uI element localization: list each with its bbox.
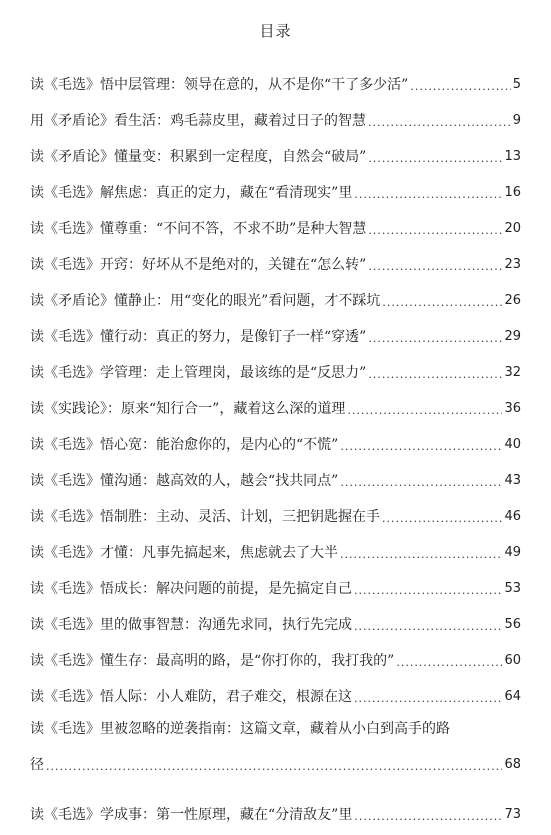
toc-page-number: 56 — [504, 617, 521, 632]
toc-page-number: 53 — [504, 581, 521, 596]
toc-entry[interactable] — [30, 310, 521, 346]
toc-entry[interactable] — [30, 94, 521, 130]
dot-leader — [368, 332, 502, 346]
toc-entry[interactable] — [30, 238, 521, 274]
toc-title: 目录 — [259, 22, 292, 40]
toc-entry[interactable] — [30, 526, 521, 562]
toc-entry-title: 读《矛盾论》懂静止：用“变化的眼光”看问题，才不踩坑 — [30, 293, 381, 309]
toc-page-number: 13 — [504, 149, 521, 164]
toc-page-number: 23 — [504, 257, 521, 272]
dot-leader — [354, 620, 502, 634]
toc-entry-title: 读《毛选》学管理：走上管理岗，最该练的是“反思力” — [30, 365, 367, 381]
dot-leader — [368, 260, 502, 274]
toc-entry[interactable] — [30, 670, 521, 706]
dot-leader — [340, 440, 502, 454]
toc-page-number: 36 — [504, 401, 521, 416]
toc-entry-title: 读《毛选》学成事：第一性原理，藏在“分清敌友”里 — [30, 807, 353, 823]
toc-entry[interactable] — [30, 788, 521, 824]
dot-leader — [368, 224, 502, 238]
toc-entry-title: 读《实践论》：原来“知行合一”，藏着这么深的道理 — [30, 401, 346, 417]
toc-entry[interactable] — [30, 490, 521, 526]
dot-leader — [340, 548, 502, 562]
toc-entry-line2 — [30, 756, 521, 774]
toc-entry-title-line2: 径 — [30, 757, 44, 773]
toc-entry[interactable] — [30, 346, 521, 382]
toc-entry[interactable] — [30, 634, 521, 670]
toc-entry-title: 读《毛选》解焦虑：真正的定力，藏在“看清现实”里 — [30, 185, 353, 201]
toc-page-number: 64 — [504, 689, 521, 704]
dot-leader — [354, 584, 502, 598]
toc-entry-title: 读《毛选》悟心宽：能治愈你的，是内心的“不慌” — [30, 437, 339, 453]
toc-entry-title: 读《毛选》悟人际：小人难防，君子难交，根源在这 — [30, 689, 352, 705]
toc-page-number: 49 — [504, 545, 521, 560]
dot-leader — [368, 116, 511, 130]
toc-entry-title: 读《毛选》里的做事智慧：沟通先求同，执行先完成 — [30, 617, 352, 633]
dot-leader — [46, 760, 502, 774]
toc-page-number: 16 — [504, 185, 521, 200]
toc-entry[interactable] — [30, 202, 521, 238]
toc-page-number: 43 — [504, 473, 521, 488]
toc-entry-title: 读《毛选》才懂：凡事先搞起来，焦虑就去了大半 — [30, 545, 338, 561]
toc-page-number: 5 — [512, 77, 521, 92]
toc-entry-title-line1: 读《毛选》里被忽略的逆袭指南：这篇文章，藏着从小白到高手的路 — [30, 721, 450, 737]
toc-entry[interactable] — [30, 418, 521, 454]
toc-entry-title: 用《矛盾论》看生活：鸡毛蒜皮里，藏着过日子的智慧 — [30, 113, 366, 129]
toc-page-number: 60 — [504, 653, 521, 668]
toc-entry-title: 读《毛选》开窍：好坏从不是绝对的，关键在“怎么转” — [30, 257, 367, 273]
toc-page-number: 68 — [504, 757, 521, 772]
dot-leader — [396, 656, 502, 670]
toc-entry-title: 读《毛选》懂行动：真正的努力，是像钉子一样“穿透” — [30, 329, 367, 345]
toc-entry[interactable] — [30, 382, 521, 418]
dot-leader — [340, 476, 502, 490]
toc-page-number: 20 — [504, 221, 521, 236]
toc-entry[interactable] — [30, 274, 521, 310]
toc-entry-title: 读《毛选》懂尊重：“不问不答，不求不助”是种大智慧 — [30, 221, 367, 237]
toc-entry-title: 读《毛选》悟制胜：主动、灵活、计划，三把钥匙握在手 — [30, 509, 380, 525]
dot-leader — [410, 80, 510, 94]
toc-entry-title: 读《毛选》悟成长：解决问题的前提，是先搞定自己 — [30, 581, 352, 597]
toc-page-number: 9 — [512, 113, 521, 128]
toc-page-number: 29 — [504, 329, 521, 344]
toc-page-number: 26 — [504, 293, 521, 308]
toc-entry[interactable] — [30, 130, 521, 166]
toc-entry-title: 读《毛选》懂生存：最高明的路，是“你打你的，我打我的” — [30, 653, 395, 669]
toc-entry-title: 读《毛选》悟中层管理：领导在意的，从不是你“干了多少活” — [30, 77, 409, 93]
dot-leader — [354, 188, 502, 202]
toc-page-number: 40 — [504, 437, 521, 452]
dot-leader — [382, 296, 502, 310]
toc-page-number: 46 — [504, 509, 521, 524]
toc-entry-title: 读《毛选》懂沟通：越高效的人，越会“找共同点” — [30, 473, 339, 489]
toc-entry-wrapped[interactable] — [30, 706, 521, 788]
dot-leader — [354, 692, 502, 706]
toc-entry[interactable] — [30, 598, 521, 634]
dot-leader — [368, 152, 502, 166]
dot-leader — [368, 368, 502, 382]
toc-entry[interactable] — [30, 454, 521, 490]
toc-list — [30, 58, 521, 824]
dot-leader — [347, 404, 502, 418]
toc-entry[interactable] — [30, 58, 521, 94]
toc-entry[interactable] — [30, 166, 521, 202]
toc-page-number: 32 — [504, 365, 521, 380]
toc-page-number: 73 — [504, 807, 521, 822]
dot-leader — [354, 810, 502, 824]
dot-leader — [382, 512, 502, 526]
toc-entry-title: 读《矛盾论》懂量变：积累到一定程度，自然会“破局” — [30, 149, 367, 165]
toc-entry[interactable] — [30, 562, 521, 598]
